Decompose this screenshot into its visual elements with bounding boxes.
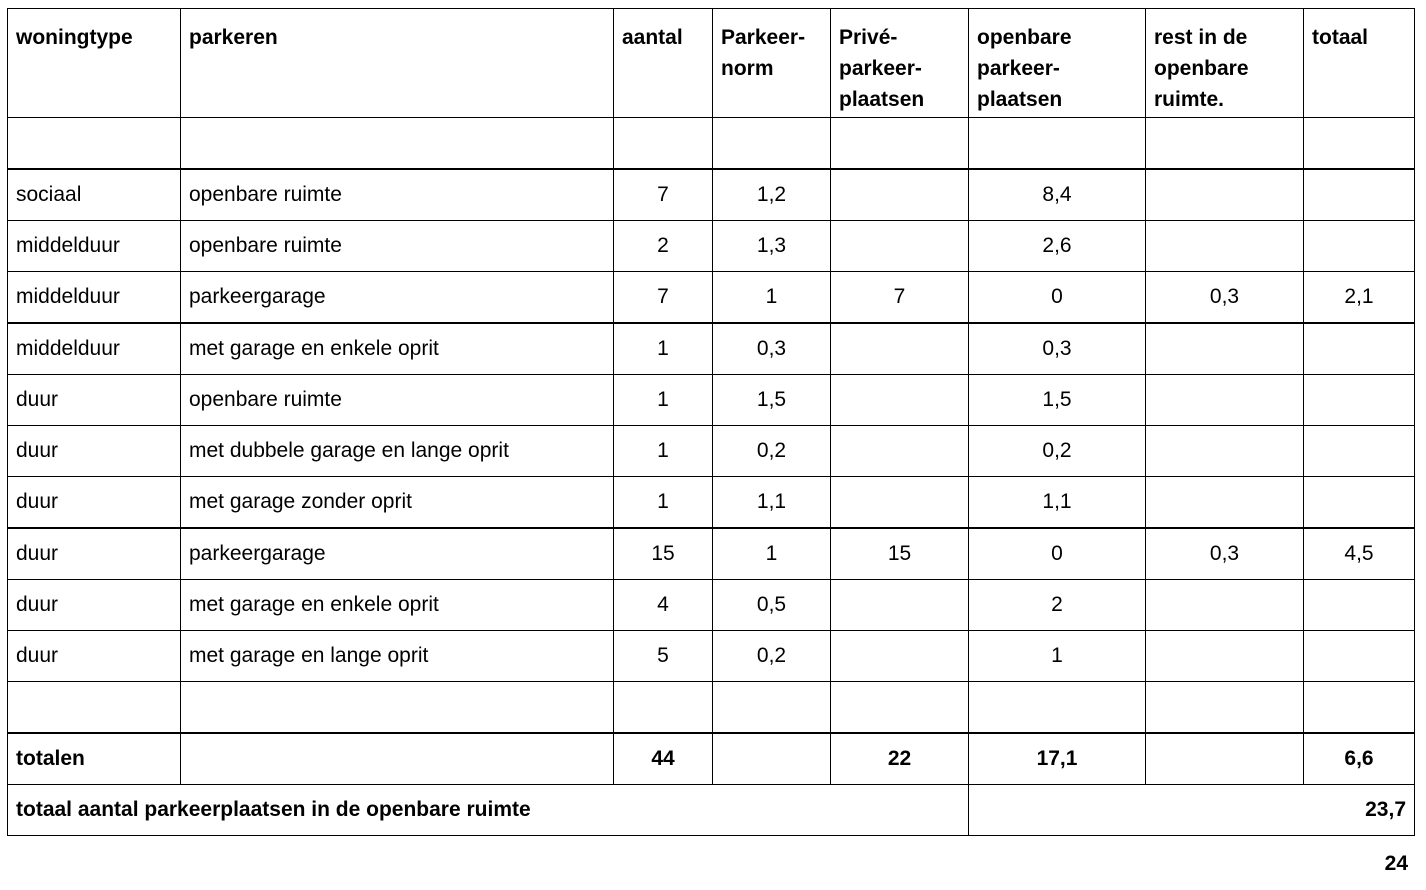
cell-rest: 0,3: [1146, 528, 1304, 580]
cell-woningtype: duur: [8, 477, 181, 529]
cell-woningtype: middelduur: [8, 221, 181, 272]
totals-openbaar: 17,1: [969, 733, 1146, 785]
totals-empty: [713, 733, 831, 785]
cell-prive: [831, 631, 969, 682]
cell-openbaar: 2: [969, 580, 1146, 631]
cell-parkeren: parkeergarage: [181, 272, 614, 324]
header-aantal: aantal: [614, 9, 713, 118]
table-row: [8, 375, 1415, 426]
header-prive-parkeerplaatsen: Privé-parkeer-plaatsen: [831, 9, 969, 118]
cell-prive: 15: [831, 528, 969, 580]
header-rest-openbare-ruimte: rest in de openbare ruimte.: [1146, 9, 1304, 118]
cell-aantal: 7: [614, 272, 713, 324]
cell-rest: 0,3: [1146, 272, 1304, 324]
cell-openbaar: 0,2: [969, 426, 1146, 477]
cell-norm: 0,2: [713, 426, 831, 477]
cell-openbaar: 2,6: [969, 221, 1146, 272]
cell-norm: 0,5: [713, 580, 831, 631]
blank-row: [8, 118, 1415, 170]
cell-totaal: [1304, 477, 1415, 529]
cell-norm: 1: [713, 272, 831, 324]
cell-openbaar: 1,5: [969, 375, 1146, 426]
cell-aantal: 15: [614, 528, 713, 580]
cell-norm: 1,3: [713, 221, 831, 272]
cell-rest: [1146, 323, 1304, 375]
cell-parkeren: met garage en enkele oprit: [181, 323, 614, 375]
cell-totaal: 2,1: [1304, 272, 1415, 324]
header-parkeren: parkeren: [181, 9, 614, 118]
table-row: [8, 426, 1415, 477]
cell-parkeren: openbare ruimte: [181, 221, 614, 272]
cell-openbaar: 1,1: [969, 477, 1146, 529]
cell-openbaar: 0: [969, 272, 1146, 324]
header-openbare-parkeerplaatsen: openbare parkeer-plaatsen: [969, 9, 1146, 118]
totals-totaal: 6,6: [1304, 733, 1415, 785]
cell-rest: [1146, 631, 1304, 682]
cell-totaal: [1304, 426, 1415, 477]
cell-woningtype: middelduur: [8, 323, 181, 375]
cell-rest: [1146, 221, 1304, 272]
cell-prive: [831, 426, 969, 477]
cell-rest: [1146, 580, 1304, 631]
cell-prive: [831, 477, 969, 529]
cell-parkeren: met garage en enkele oprit: [181, 580, 614, 631]
cell-aantal: 7: [614, 169, 713, 221]
cell-rest: [1146, 169, 1304, 221]
grand-total-value: 23,7: [969, 785, 1415, 836]
cell-norm: 0,2: [713, 631, 831, 682]
cell-prive: [831, 169, 969, 221]
totals-prive: 22: [831, 733, 969, 785]
cell-aantal: 1: [614, 426, 713, 477]
grand-total-label: totaal aantal parkeerplaatsen in de openbare ruimte: [8, 785, 969, 836]
cell-norm: 1,5: [713, 375, 831, 426]
table-row: [8, 221, 1415, 272]
cell-woningtype: middelduur: [8, 272, 181, 324]
totals-empty: [181, 733, 614, 785]
cell-norm: 1,2: [713, 169, 831, 221]
cell-woningtype: duur: [8, 631, 181, 682]
header-row: [8, 9, 1415, 118]
cell-totaal: [1304, 169, 1415, 221]
cell-parkeren: met dubbele garage en lange oprit: [181, 426, 614, 477]
cell-norm: 0,3: [713, 323, 831, 375]
cell-parkeren: parkeergarage: [181, 528, 614, 580]
blank-row: [8, 682, 1415, 734]
cell-norm: 1,1: [713, 477, 831, 529]
header-woningtype: woningtype: [8, 9, 181, 118]
cell-prive: [831, 323, 969, 375]
cell-totaal: [1304, 580, 1415, 631]
page-number: 24: [1384, 852, 1408, 875]
cell-woningtype: sociaal: [8, 169, 181, 221]
cell-prive: [831, 375, 969, 426]
cell-parkeren: met garage en lange oprit: [181, 631, 614, 682]
cell-aantal: 5: [614, 631, 713, 682]
table-row: [8, 169, 1415, 221]
cell-woningtype: duur: [8, 426, 181, 477]
table-row: [8, 272, 1415, 324]
cell-totaal: [1304, 221, 1415, 272]
table-row: [8, 528, 1415, 580]
totals-aantal: 44: [614, 733, 713, 785]
cell-woningtype: duur: [8, 528, 181, 580]
cell-aantal: 1: [614, 375, 713, 426]
cell-rest: [1146, 375, 1304, 426]
cell-rest: [1146, 426, 1304, 477]
parking-table: [7, 8, 1415, 836]
table-row: [8, 477, 1415, 529]
cell-totaal: [1304, 323, 1415, 375]
cell-totaal: [1304, 375, 1415, 426]
cell-aantal: 1: [614, 323, 713, 375]
cell-parkeren: openbare ruimte: [181, 169, 614, 221]
totals-row: [8, 733, 1415, 785]
cell-aantal: 2: [614, 221, 713, 272]
cell-woningtype: duur: [8, 375, 181, 426]
cell-parkeren: openbare ruimte: [181, 375, 614, 426]
cell-woningtype: duur: [8, 580, 181, 631]
totals-label: totalen: [8, 733, 181, 785]
table-row: [8, 631, 1415, 682]
header-parkeernorm: Parkeer-norm: [713, 9, 831, 118]
cell-prive: 7: [831, 272, 969, 324]
cell-openbaar: 8,4: [969, 169, 1146, 221]
cell-totaal: [1304, 631, 1415, 682]
cell-norm: 1: [713, 528, 831, 580]
totals-empty: [1146, 733, 1304, 785]
cell-aantal: 4: [614, 580, 713, 631]
cell-openbaar: 0,3: [969, 323, 1146, 375]
cell-totaal: 4,5: [1304, 528, 1415, 580]
cell-openbaar: 1: [969, 631, 1146, 682]
cell-openbaar: 0: [969, 528, 1146, 580]
cell-parkeren: met garage zonder oprit: [181, 477, 614, 529]
table-row: [8, 323, 1415, 375]
cell-aantal: 1: [614, 477, 713, 529]
cell-prive: [831, 580, 969, 631]
cell-rest: [1146, 477, 1304, 529]
header-totaal: totaal: [1304, 9, 1415, 118]
cell-prive: [831, 221, 969, 272]
grand-total-row: [8, 785, 1415, 836]
table-row: [8, 580, 1415, 631]
